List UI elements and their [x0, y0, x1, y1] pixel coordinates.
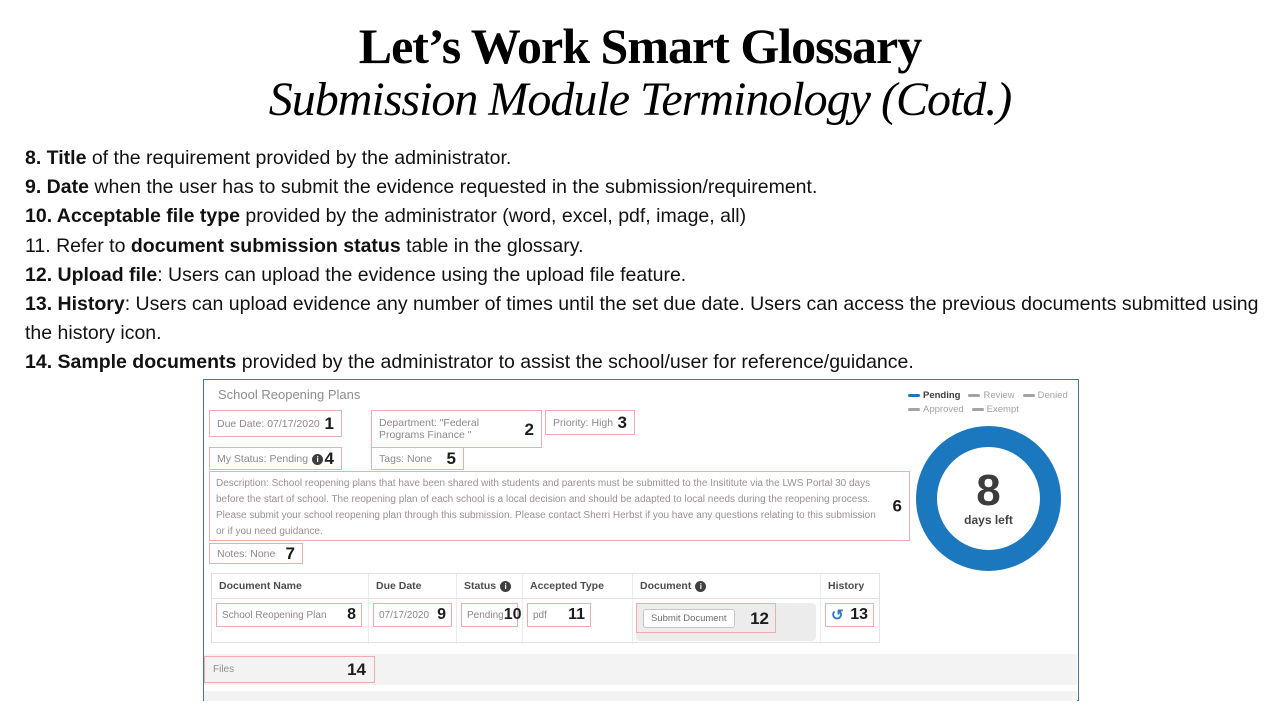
status-box: Pending 10 — [461, 603, 518, 627]
annotation-number-5: 5 — [446, 449, 456, 468]
col-header-accepted-type: Accepted Type — [523, 574, 633, 599]
cell-document — [633, 599, 821, 644]
annotation-number-3: 3 — [617, 413, 627, 432]
annotation-number-8: 8 — [347, 606, 356, 623]
glossary-item: 12. Upload file: Users can upload the evidence using the upload file feature. — [25, 263, 687, 286]
files-box — [204, 656, 375, 683]
annotation-number-1: 1 — [324, 414, 334, 433]
cell-accepted-type — [523, 599, 633, 644]
documents-table — [211, 573, 880, 643]
glossary-item: 14. Sample documents provided by the administrator to assist the school/user for reference/guidance. — [25, 351, 914, 374]
glossary-item: 13. History: Users can upload evidence any number of times until the set due date. Users can access the previous documents submitted using the history icon. — [25, 293, 1259, 345]
legend-row — [908, 390, 1078, 401]
days-left-value: 8 — [976, 465, 1001, 515]
col-header-history: History — [821, 574, 879, 599]
due-date-box: 07/17/2020 9 — [373, 603, 452, 627]
annotation-number-10: 10 — [503, 606, 522, 623]
col-header-status: Status i — [457, 574, 523, 599]
field-department — [371, 410, 542, 448]
days-left-caption: days left — [964, 512, 1013, 527]
info-icon: i — [695, 581, 706, 592]
document-name-box: School Reopening Plan 8 — [216, 603, 362, 627]
cell-due-date — [369, 599, 457, 644]
submission-title: School Reopening Plans — [218, 387, 361, 402]
legend-approved: Approved — [908, 404, 964, 415]
slide-subtitle: Submission Module Terminology (Cotd.) — [268, 73, 1012, 126]
legend-dash-icon — [908, 394, 920, 397]
submission-module-screenshot — [203, 379, 1079, 701]
field-my-status — [209, 447, 342, 470]
footer-strip — [204, 691, 1077, 701]
files-label: Files — [213, 664, 235, 675]
cell-history — [821, 599, 879, 644]
field-tags — [371, 447, 464, 470]
tags-value: Tags: None — [379, 452, 433, 465]
field-due-date — [209, 410, 342, 437]
field-priority — [545, 410, 635, 435]
legend-dash-icon — [908, 408, 920, 411]
history-box — [825, 603, 874, 627]
col-header-document-name: Document Name — [212, 574, 369, 599]
legend-row — [908, 404, 1078, 415]
slide-title: Let’s Work Smart Glossary — [358, 18, 922, 74]
annotation-number-13: 13 — [850, 606, 868, 623]
annotation-number-11: 11 — [568, 606, 585, 623]
info-icon: i — [500, 581, 511, 592]
legend-dash-icon — [972, 408, 984, 411]
field-notes — [209, 543, 303, 564]
field-description — [209, 471, 910, 541]
legend-dash-icon — [1023, 394, 1035, 397]
my-status-value: My Status: Pending i — [217, 453, 323, 465]
accepted-type-box: pdf 11 — [527, 603, 591, 627]
notes-value: Notes: None — [217, 547, 276, 560]
glossary-item: 9. Date when the user has to submit the evidence requested in the submission/requirement. — [25, 176, 818, 199]
glossary-list — [25, 144, 1263, 378]
annotation-number-2: 2 — [524, 419, 534, 439]
legend-denied: Denied — [1023, 390, 1068, 401]
glossary-item: 8. Title of the requirement provided by the administrator. — [25, 147, 512, 169]
slide-header — [0, 18, 1280, 126]
annotation-number-14: 14 — [347, 660, 366, 679]
legend-exempt: Exempt — [972, 404, 1019, 415]
status-legend — [908, 390, 1078, 418]
priority-value: Priority: High — [553, 416, 614, 429]
col-header-due-date: Due Date — [369, 574, 457, 599]
annotation-number-12: 12 — [750, 608, 769, 628]
files-bar — [204, 654, 1077, 685]
history-icon[interactable]: ↺ — [831, 606, 844, 624]
glossary-item: 10. Acceptable file type provided by the administrator (word, excel, pdf, image, all) — [25, 205, 747, 228]
submit-document-button[interactable]: Submit Document — [643, 609, 735, 628]
days-left-donut — [916, 426, 1061, 571]
annotation-number-9: 9 — [437, 606, 446, 623]
annotation-number-7: 7 — [285, 544, 295, 563]
cell-status — [457, 599, 523, 644]
legend-review: Review — [968, 390, 1014, 401]
annotation-number-4: 4 — [324, 449, 334, 468]
submit-document-box — [636, 603, 776, 633]
col-header-document: Document i — [633, 574, 821, 599]
due-date-value: Due Date: 07/17/2020 — [217, 417, 320, 430]
info-icon: i — [312, 454, 323, 465]
annotation-number-6: 6 — [892, 496, 902, 516]
cell-document-name — [212, 599, 369, 644]
legend-pending: Pending — [908, 390, 960, 401]
description-text: Description: School reopening plans that have been shared with students and parents must be submitted to the Insititute via the LWS Portal 30 days before the start of school. The reopening plan of each school is a local decision and should be adapted to local needs during the reopening process. Please submit your school reopening plan through this submission. Please contact Sherri Herbst if you have any questions relating to this submission or if you need guidance. — [216, 478, 876, 537]
legend-dash-icon — [968, 394, 980, 397]
glossary-item: 11. Refer to document submission status table in the glossary. — [25, 234, 584, 257]
department-value: Department: "Federal Programs Finance " — [379, 417, 480, 441]
